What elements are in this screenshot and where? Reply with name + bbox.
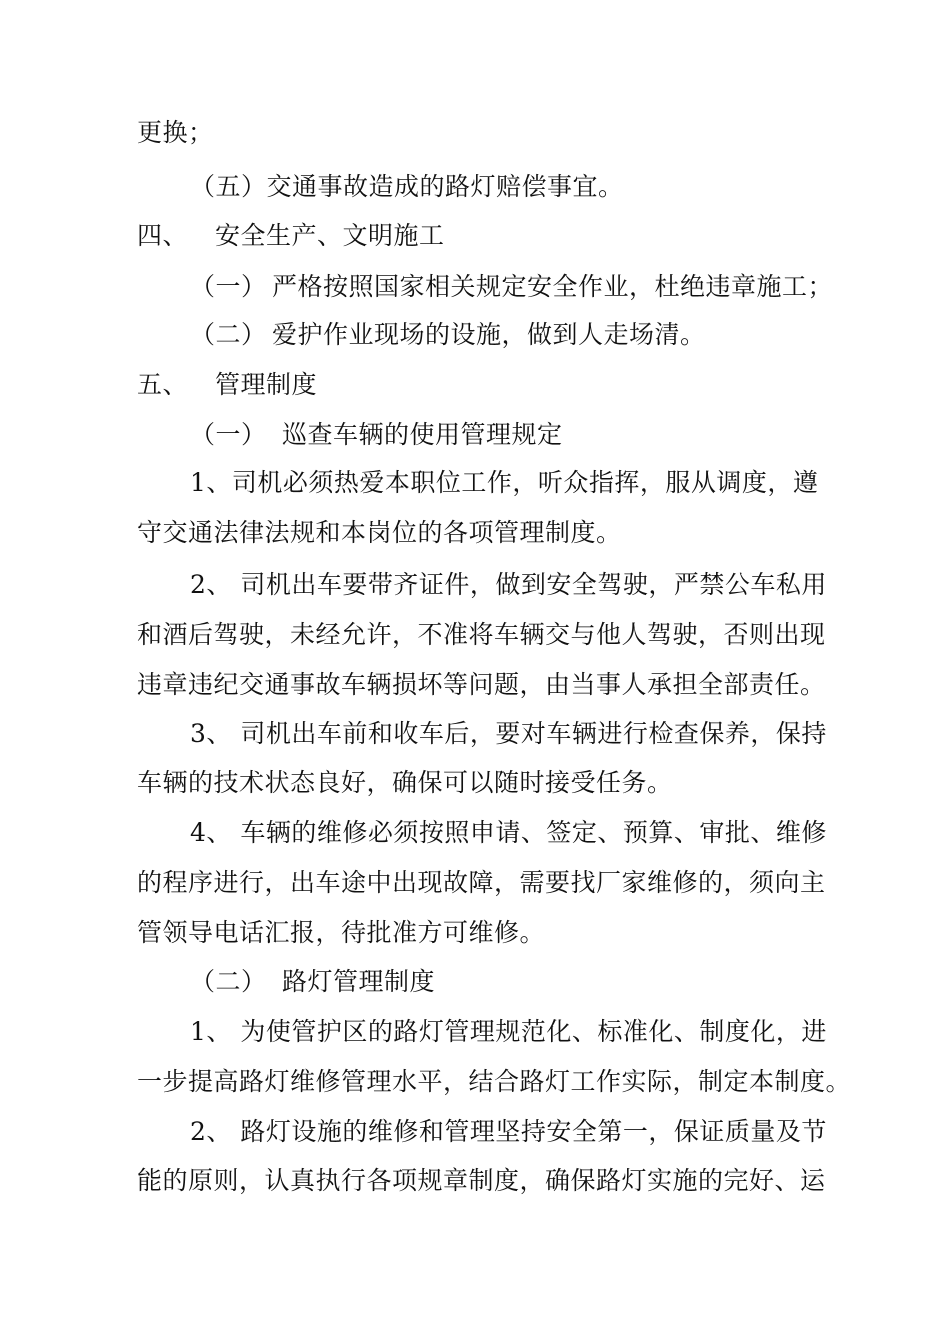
- text-segment: 一步提高路灯维修管理水平，结合路灯工作实际，制定本制度。: [137, 1067, 852, 1096]
- text-line: [137, 118, 214, 148]
- text-segment: 2、 路灯设施的维修和管理坚持安全第一，保证质量及节: [190, 1117, 827, 1146]
- item-text: 爱护作业现场的设施，做到人走场清。: [272, 320, 706, 349]
- text-line: [190, 570, 827, 600]
- section-title: 管理制度: [215, 370, 318, 399]
- item-number: （一）: [190, 272, 267, 301]
- text-segment: 更换；: [137, 118, 214, 147]
- text-segment: 车辆的技术状态良好，确保可以随时接受任务。: [137, 768, 673, 797]
- text-segment: 违章违纪交通事故车辆损坏等问题，由当事人承担全部责任。: [137, 670, 826, 699]
- text-line: [137, 1067, 851, 1097]
- item-number: （一）: [190, 420, 267, 449]
- text-segment: 管领导电话汇报，待批准方可维修。: [137, 918, 546, 947]
- text-line: [190, 719, 827, 749]
- text-segment: 3、 司机出车前和收车后，要对车辆进行检查保养，保持: [190, 719, 827, 748]
- text-segment: 能的原则，认真执行各项规章制度，确保路灯实施的完好、运: [137, 1166, 826, 1195]
- text-line: [137, 518, 622, 548]
- text-line: [190, 818, 827, 848]
- text-segment: 守交通法律法规和本岗位的各项管理制度。: [137, 518, 622, 547]
- text-line: [190, 468, 818, 498]
- text-segment: 的程序进行，出车途中出现故障，需要找厂家维修的，须向主: [137, 868, 826, 897]
- text-segment: 2、 司机出车要带齐证件，做到安全驾驶，严禁公车私用: [190, 570, 827, 599]
- item-text: 路灯管理制度: [282, 967, 436, 996]
- text-line: [190, 172, 624, 202]
- text-line: [137, 918, 545, 948]
- text-line: [190, 272, 840, 302]
- subsection-heading: [190, 967, 840, 997]
- text-line: [137, 620, 826, 650]
- text-line: [137, 670, 826, 700]
- text-segment: 1、 为使管护区的路灯管理规范化、标准化、制度化，进: [190, 1017, 827, 1046]
- text-line: [190, 1117, 827, 1147]
- section-heading: [137, 370, 837, 400]
- text-line: [137, 868, 826, 898]
- text-line: [137, 1166, 826, 1196]
- item-text: 巡查车辆的使用管理规定: [282, 420, 563, 449]
- text-line: [137, 768, 673, 798]
- text-segment: 和酒后驾驶，未经允许，不准将车辆交与他人驾驶，否则出现: [137, 620, 826, 649]
- section-heading: [137, 221, 837, 251]
- text-segment: 1、司机必须热爱本职位工作，听众指挥，服从调度，遵: [190, 468, 819, 497]
- item-number: （二）: [190, 967, 267, 996]
- item-number: （二）: [190, 320, 267, 349]
- subsection-heading: [190, 420, 840, 450]
- section-number: 四、: [137, 221, 189, 250]
- section-title: 安全生产、文明施工: [215, 221, 445, 250]
- item-text: 严格按照国家相关规定安全作业，杜绝违章施工；: [272, 272, 834, 301]
- text-line: [190, 1017, 827, 1047]
- text-segment: 4、 车辆的维修必须按照申请、签定、预算、审批、维修: [190, 818, 827, 847]
- section-number: 五、: [137, 370, 189, 399]
- text-line: [190, 320, 840, 350]
- text-segment: （五）交通事故造成的路灯赔偿事宜。: [190, 172, 624, 201]
